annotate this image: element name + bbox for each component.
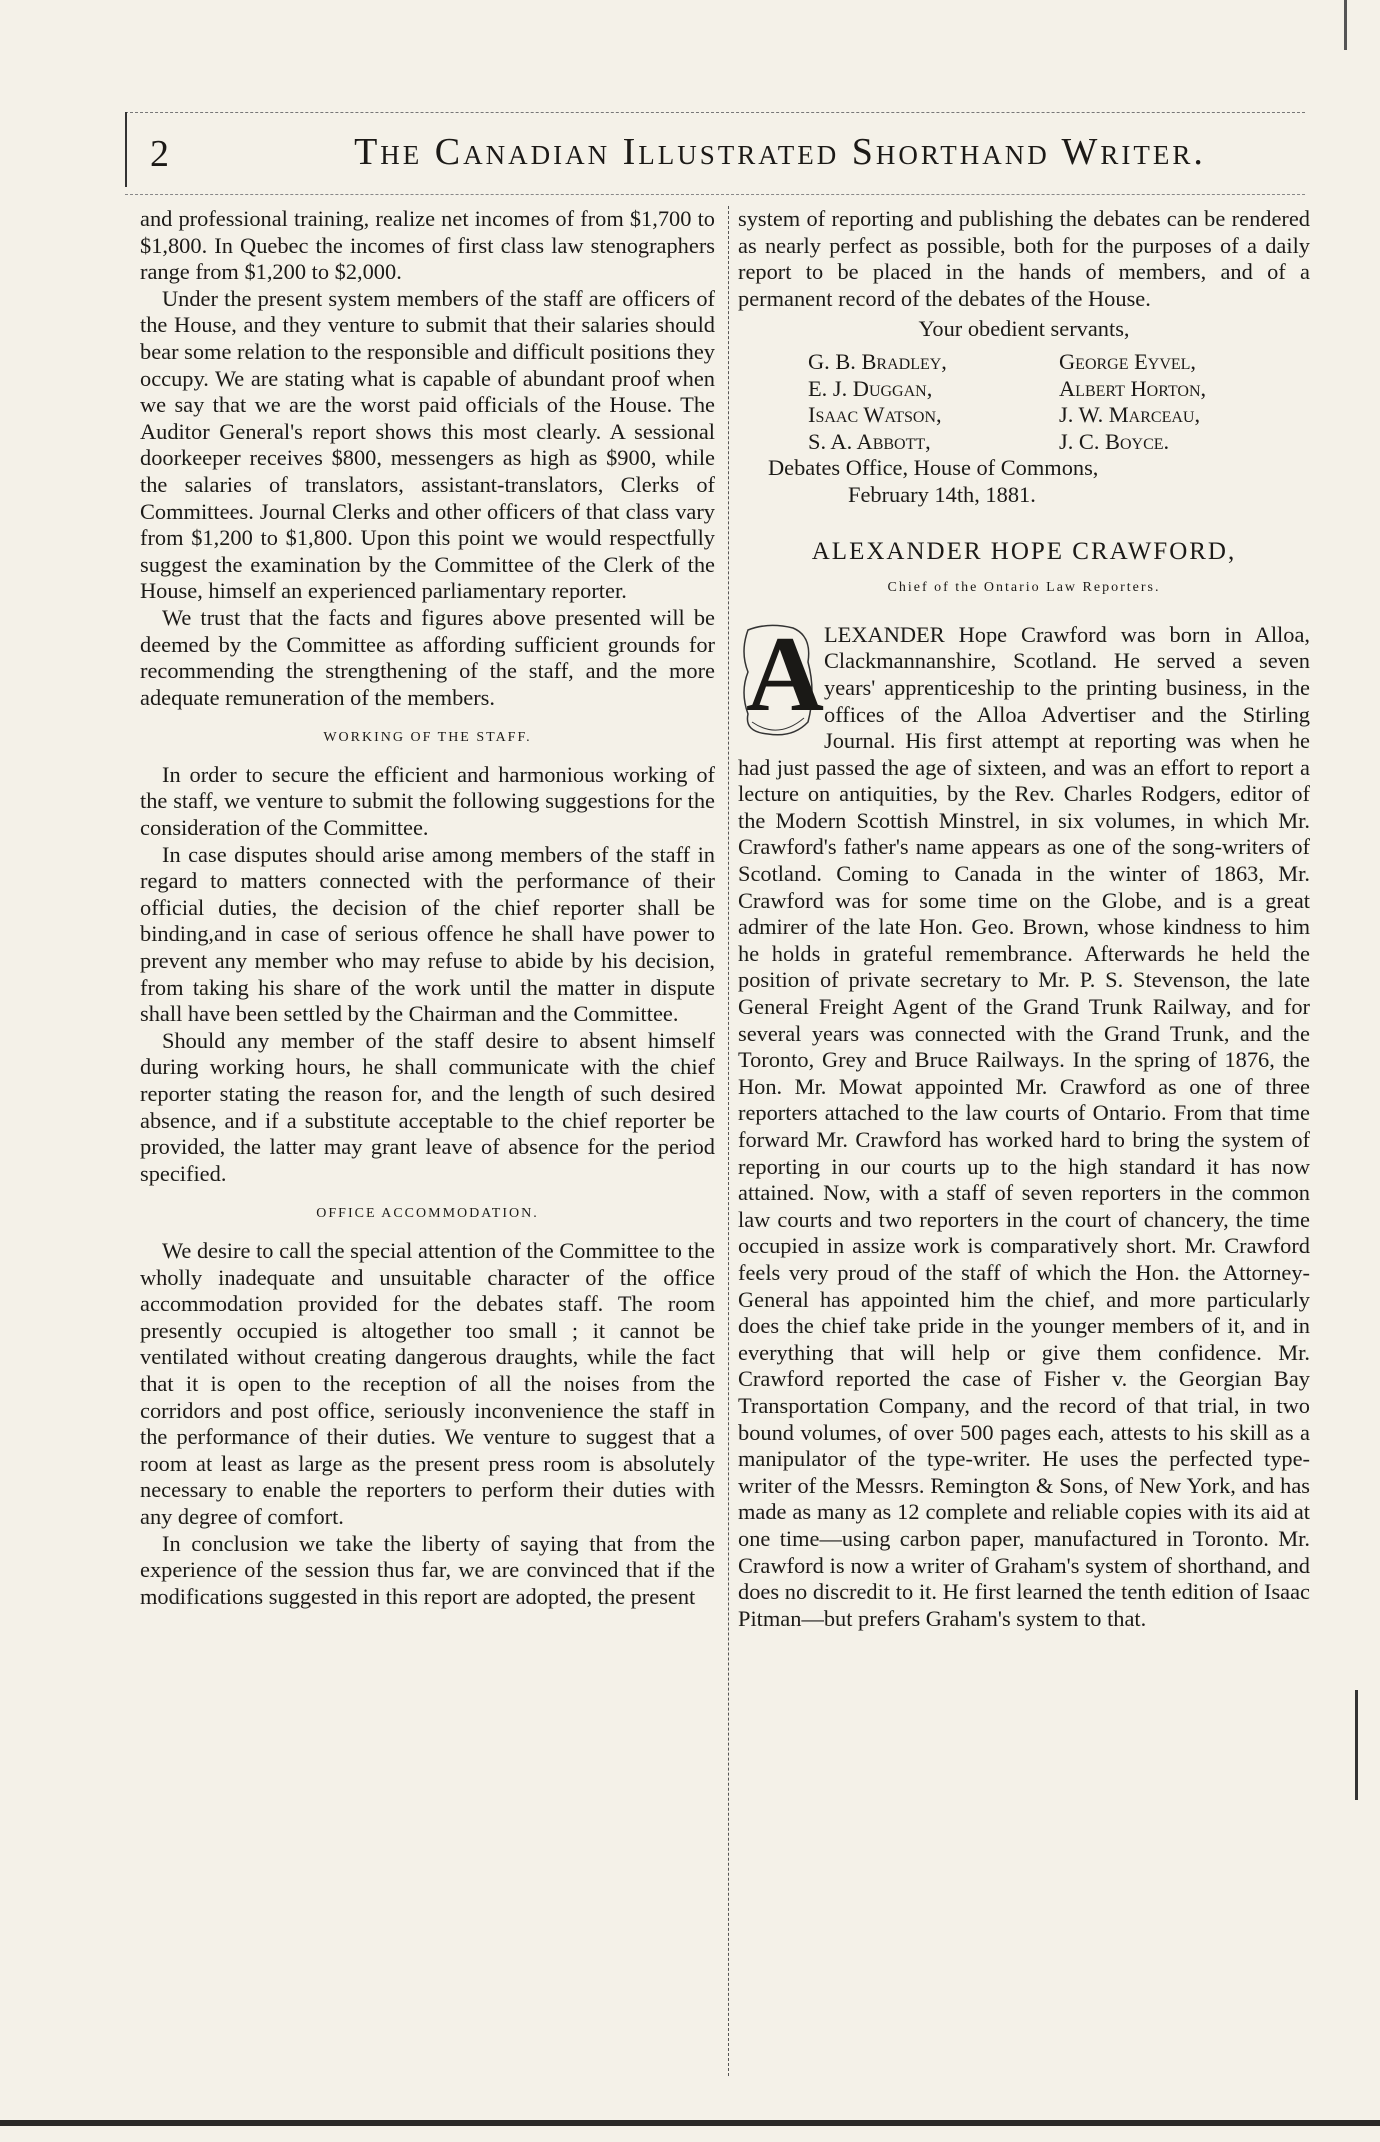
article-body <box>738 614 1310 1633</box>
page-bottom-edge <box>0 2120 1380 2126</box>
paragraph: Should any member of the staff desire to absent himself during working hours, he shall communicate with the chief reporter stating the reason for, and the length of such desired absence, and if a substitute acceptable to the chief reporter be provided, the latter may grant leave of absence for the period specified. <box>140 1027 715 1186</box>
paragraph: In conclusion we take the liberty of saying that from the experience of the session thus far, we are convinced that if the modifications suggested in this report are adopted, the present <box>140 1530 715 1609</box>
signatory: E. J. Duggan, <box>808 375 933 401</box>
signatory-list <box>738 349 1310 455</box>
paragraph: Under the present system members of the staff are officers of the House, and they venture to submit that their salaries should bear some relation to the responsible and difficult positions they occupy. We are stating what is capable of abundant proof when we say that we are the worst paid officials of the House. The Auditor General's report shows this most clearly. A sessional doorkeeper receives $800, messengers as high as $900, while the salaries of translators, assistant-translators, Clerks of Committees. Journal Clerks and other officers of that class vary from $1,200 to $1,800. Upon this point we would respectfully suggest the examination by the Committee of the Clerk of the House, himself an experienced parliamentary reporter. <box>140 285 715 604</box>
signatory: J. W. Marceau, <box>1059 402 1201 428</box>
decorative-dropcap <box>738 614 824 740</box>
signatory: George Eyvel, <box>1059 348 1197 374</box>
article-subtitle: Chief of the Ontario Law Reporters. <box>887 580 1161 596</box>
column-divider <box>728 206 729 2076</box>
header-rule <box>125 112 1305 113</box>
running-head: The Canadian Illustrated Shorthand Writer. <box>354 131 1206 173</box>
paragraph: system of reporting and publishing the debates can be rendered as nearly perfect as possible, both for the purposes of a daily report to be placed in the hands of members, and of a permanent record of the debates of the House. <box>738 206 1310 311</box>
scan-artifact <box>1344 0 1347 50</box>
header-rule-bottom <box>125 194 1305 195</box>
signatory: G. B. Bradley, <box>808 348 947 374</box>
signature-date: February 14th, 1881. <box>848 481 1036 507</box>
paragraph: LEXANDER Hope Crawford was born in Alloa, Clackmannanshire, Scotland. He served a seven years' apprenticeship to the printing business, in the offices of the Alloa Advertiser and the Stirling Journal. His first attempt at reporting was when he had just passed the age of sixteen, and was an effort to report a lecture on antiquities, by the Rev. Charles Rodgers, editor of the Modern Scottish Minstrel, in six volumes, in which Mr. Crawford's father's name appears as one of the song-writers of Scotland. Coming to Canada in the winter of 1863, Mr. Crawford was for some time on the Globe, and is a great admirer of the late Hon. Geo. Brown, whose kindness to him he holds in grateful remembrance. Afterwards he held the position of private secretary to Mr. P. S. Stevenson, the late General Freight Agent of the Grand Trunk Railway, and for several years was connected with the Grand Trunk, and the Toronto, Grey and Bruce Railways. In the spring of 1876, the Hon. Mr. Mowat appointed Mr. Crawford as one of three reporters attached to the law courts of Ontario. From that time forward Mr. Crawford has worked hard to bring the system of reporting in our courts up to the high standard it has now attained. Now, with a staff of seven reporters in the common law courts and two reporters in the court of chancery, the time occupied in assize work is comparatively short. Mr. Crawford feels very proud of the staff of which the Hon. the Attorney-General has appointed him the chief, and more particularly does the chief take pride in the younger members of it, and in everything that will help or give them confidence. Mr. Crawford reported the case of Fisher v. the Georgian Bay Transportation Company, and the record of that trial, in two bound volumes, of over 500 pages each, attests to his skill as a manipulator of the type-writer. He uses the perfected type-writer of the Messrs. Remington & Sons, of New York, and has made as many as 12 complete and reliable copies with its aid at one time—using carbon paper, manufactured in Toronto. Mr. Crawford is now a writer of Graham's system of shorthand, and does no discredit to it. He first learned the tenth edition of Isaac Pitman—but prefers Graham's system to that. <box>738 621 1310 1631</box>
signatory: J. C. Boyce. <box>1059 428 1170 454</box>
article-title: ALEXANDER HOPE CRAWFORD, <box>811 537 1237 565</box>
paragraph: We trust that the facts and figures above presented will be deemed by the Committee as affording sufficient grounds for recommending the strengthening of the staff, and the more adequate remuneration of the members. <box>140 604 715 710</box>
paragraph: In case disputes should arise among members of the staff in regard to matters connected with the performance of their official duties, the decision of the chief reporter shall be binding,and in case of serious offence he shall have power to prevent any member who may refuse to abide by his decision, from taking his share of the work until the matter in dispute shall have been settled by the Chairman and the Committee. <box>140 841 715 1027</box>
signature-place: Debates Office, House of Commons, <box>768 455 1099 481</box>
signatory: S. A. Abbott, <box>808 428 931 454</box>
paragraph: In order to secure the efficient and harmonious working of the staff, we venture to submit the following suggestions for the consideration of the Committee. <box>140 761 715 841</box>
scan-artifact <box>1355 1690 1358 1800</box>
section-heading: WORKING OF THE STAFF. <box>323 730 532 746</box>
closing-salutation: Your obedient servants, <box>918 316 1130 342</box>
dropcap-letter: A <box>746 614 824 734</box>
signatory: Isaac Watson, <box>808 402 942 428</box>
left-column <box>140 206 715 1610</box>
section-heading: OFFICE ACCOMMODATION. <box>316 1206 539 1222</box>
signatory: Albert Horton, <box>1059 375 1207 401</box>
header-bracket <box>125 112 127 187</box>
paragraph: We desire to call the special attention of the Committee to the wholly inadequate and unsuitable character of the office accommodation provided for the debates staff. The room presently occupied is altogether too small ; it cannot be ventilated without creating dangerous draughts, while the fact that it is open to the reception of all the noises from the corridors and post office, seriously inconvenience the staff in the performance of their duties. We venture to suggest that a room at least as large as the present press room is absolutely necessary to enable the reporters to perform their duties with any degree of comfort. <box>140 1237 715 1529</box>
paragraph: and professional training, realize net incomes of from $1,700 to $1,800. In Quebec the incomes of first class law stenographers range from $1,200 to $2,000. <box>140 206 715 285</box>
page-number: 2 <box>150 133 169 175</box>
right-column <box>738 206 1310 1632</box>
